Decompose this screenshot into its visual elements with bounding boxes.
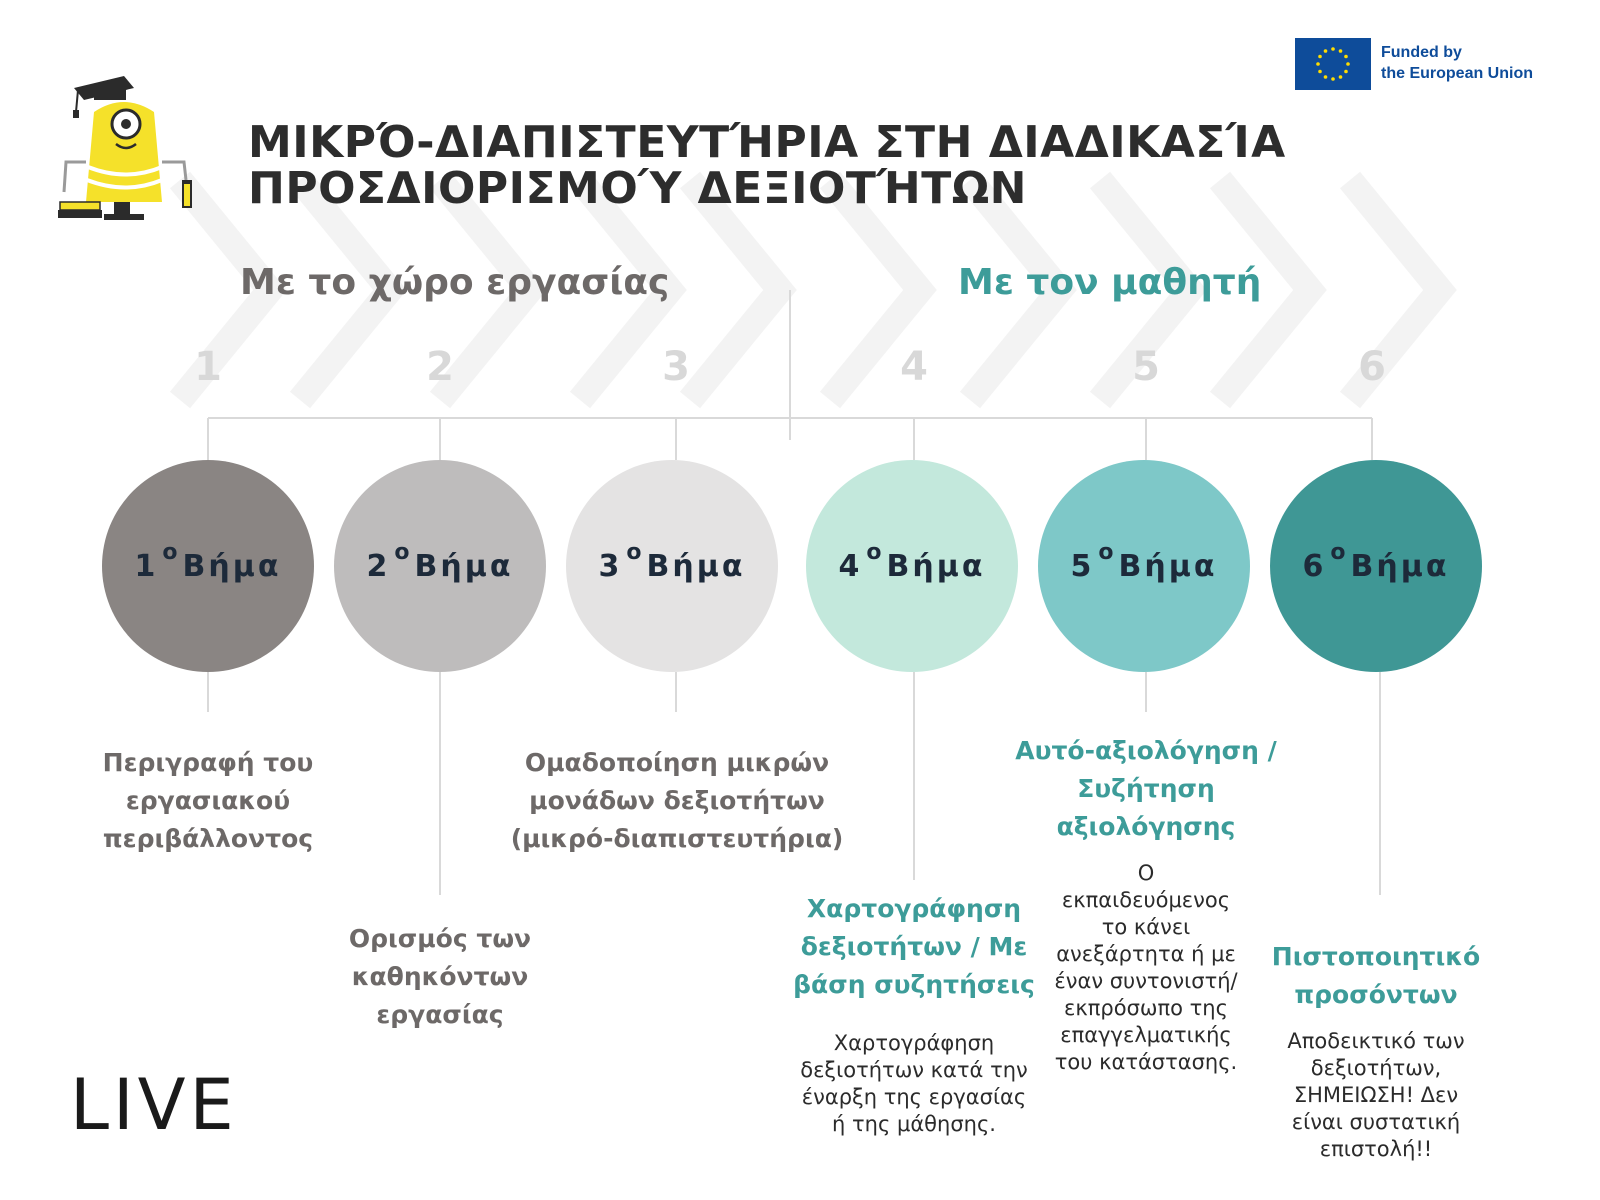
eu-star xyxy=(1316,62,1320,66)
step-number-1: 1 xyxy=(194,344,222,390)
step-title-line: μονάδων δεξιοτήτων xyxy=(529,786,825,815)
step-description-line: εκπαιδευόμενος xyxy=(1061,888,1231,912)
step-description-line: ΣΗΜΕΙΩΣΗ! Δεν xyxy=(1293,1083,1459,1107)
step-description-line: Χαρτογράφηση xyxy=(833,1031,995,1055)
step-title-line: καθηκόντων xyxy=(351,962,529,991)
step-circle-3: 3 o Βήμα xyxy=(566,460,778,672)
step-title-line: Αυτό-αξιολόγηση / xyxy=(1015,736,1277,765)
step-title-line: Πιστοποιητικό xyxy=(1271,942,1481,971)
step-circle-label: Βήμα xyxy=(886,548,986,584)
step-title-line: Χαρτογράφηση xyxy=(806,894,1022,923)
eu-star xyxy=(1318,70,1322,74)
step-circle-label: Βήμα xyxy=(182,548,282,584)
eu-star xyxy=(1324,49,1328,53)
live-logo: LIVE xyxy=(70,1064,238,1146)
step-circle-number: 5 xyxy=(1070,548,1095,584)
title-line-2: ΠΡΟΣΔΙΟΡΙΣΜΟΎ ΔΕΞΙΟΤΉΤΩΝ xyxy=(248,163,1027,214)
eu-star xyxy=(1339,75,1343,79)
step-description-4 xyxy=(784,1030,1044,1138)
section-learner: Με τον μαθητή xyxy=(958,262,1262,303)
step-description-line: δεξιοτήτων, xyxy=(1310,1056,1442,1080)
step-description-6 xyxy=(1266,1028,1486,1163)
step-title-line: δεξιοτήτων / Με xyxy=(800,932,1028,961)
eu-star xyxy=(1344,70,1348,74)
step-description-line: του κατάστασης. xyxy=(1054,1050,1238,1074)
step-circle-number: 2 xyxy=(366,548,391,584)
step-title-line: εργασιακού xyxy=(125,786,291,815)
robot-graduate-icon xyxy=(54,72,214,232)
step-circle-number: 6 xyxy=(1302,548,1327,584)
eu-flag-icon xyxy=(1295,38,1371,90)
step-circle-6: 6 o Βήμα xyxy=(1270,460,1482,672)
step-circle-4: 4 o Βήμα xyxy=(806,460,1018,672)
eu-star xyxy=(1318,55,1322,59)
step-title-line: (μικρό-διαπιστευτήρια) xyxy=(510,824,844,853)
eu-star xyxy=(1331,47,1335,51)
step-number-3: 3 xyxy=(662,344,690,390)
eu-star xyxy=(1331,77,1335,81)
eu-funding-text xyxy=(1381,42,1533,84)
step-circle-2: 2 o Βήμα xyxy=(334,460,546,672)
step-number-4: 4 xyxy=(900,344,928,390)
step-circle-number: 1 xyxy=(134,548,159,584)
step-title-3 xyxy=(502,744,852,858)
step-description-line: δεξιοτήτων κατά την xyxy=(800,1058,1028,1082)
step-title-line: αξιολόγησης xyxy=(1056,812,1236,841)
step-circle-label: Βήμα xyxy=(414,548,514,584)
step-circle-1: 1 o Βήμα xyxy=(102,460,314,672)
step-title-line: προσόντων xyxy=(1294,980,1458,1009)
step-title-1 xyxy=(78,744,338,858)
eu-text-line-1: Funded by xyxy=(1381,44,1462,61)
eu-star xyxy=(1344,55,1348,59)
title-line-1: ΜΙΚΡΌ-ΔΙΑΠΙΣΤΕΥΤΉΡΙΑ ΣΤΗ ΔΙΑΔΙΚΑΣΊΑ xyxy=(248,117,1286,168)
step-title-line: Περιγραφή του xyxy=(102,748,314,777)
step-title-5 xyxy=(1006,732,1286,846)
step-title-6 xyxy=(1256,938,1496,1014)
step-description-line: επαγγελματικής xyxy=(1060,1023,1232,1047)
step-description-5 xyxy=(1046,860,1246,1076)
eu-star xyxy=(1339,49,1343,53)
step-title-2 xyxy=(320,920,560,1034)
page-title xyxy=(248,117,1298,214)
step-description-line: ανεξάρτητα ή με xyxy=(1056,942,1236,966)
step-number-5: 5 xyxy=(1132,344,1160,390)
step-circle-5: 5 o Βήμα xyxy=(1038,460,1250,672)
step-title-line: εργασίας xyxy=(376,1000,504,1029)
step-circle-label: Βήμα xyxy=(1350,548,1450,584)
section-workplace: Με το χώρο εργασίας xyxy=(240,262,670,303)
step-number-2: 2 xyxy=(426,344,454,390)
step-description-line: Αποδεικτικό των xyxy=(1287,1029,1465,1053)
eu-text-line-2: the European Union xyxy=(1381,65,1533,82)
step-description-line: έναρξη της εργασίας xyxy=(801,1085,1027,1109)
step-title-line: βάση συζητήσεις xyxy=(793,970,1035,999)
eu-star xyxy=(1324,75,1328,79)
step-title-line: Ορισμός των xyxy=(348,924,532,953)
step-description-line: έναν συντονιστή/ xyxy=(1054,969,1238,993)
step-title-4 xyxy=(784,890,1044,1004)
step-description-line: εκπρόσωπο της xyxy=(1064,996,1228,1020)
step-description-line: Ο xyxy=(1137,861,1155,885)
step-number-6: 6 xyxy=(1358,344,1386,390)
step-description-line: ή της μάθησης. xyxy=(832,1112,996,1136)
step-description-line: επιστολή!! xyxy=(1319,1137,1433,1161)
step-circle-label: Βήμα xyxy=(1118,548,1218,584)
step-description-line: το κάνει xyxy=(1101,915,1191,939)
step-circle-number: 4 xyxy=(838,548,863,584)
step-circle-label: Βήμα xyxy=(646,548,746,584)
step-title-line: περιβάλλοντος xyxy=(102,824,314,853)
step-description-line: είναι συστατική xyxy=(1291,1110,1461,1134)
eu-star xyxy=(1346,62,1350,66)
step-circle-number: 3 xyxy=(598,548,623,584)
step-title-line: Συζήτηση xyxy=(1077,774,1215,803)
step-title-line: Ομαδοποίηση μικρών xyxy=(524,748,830,777)
